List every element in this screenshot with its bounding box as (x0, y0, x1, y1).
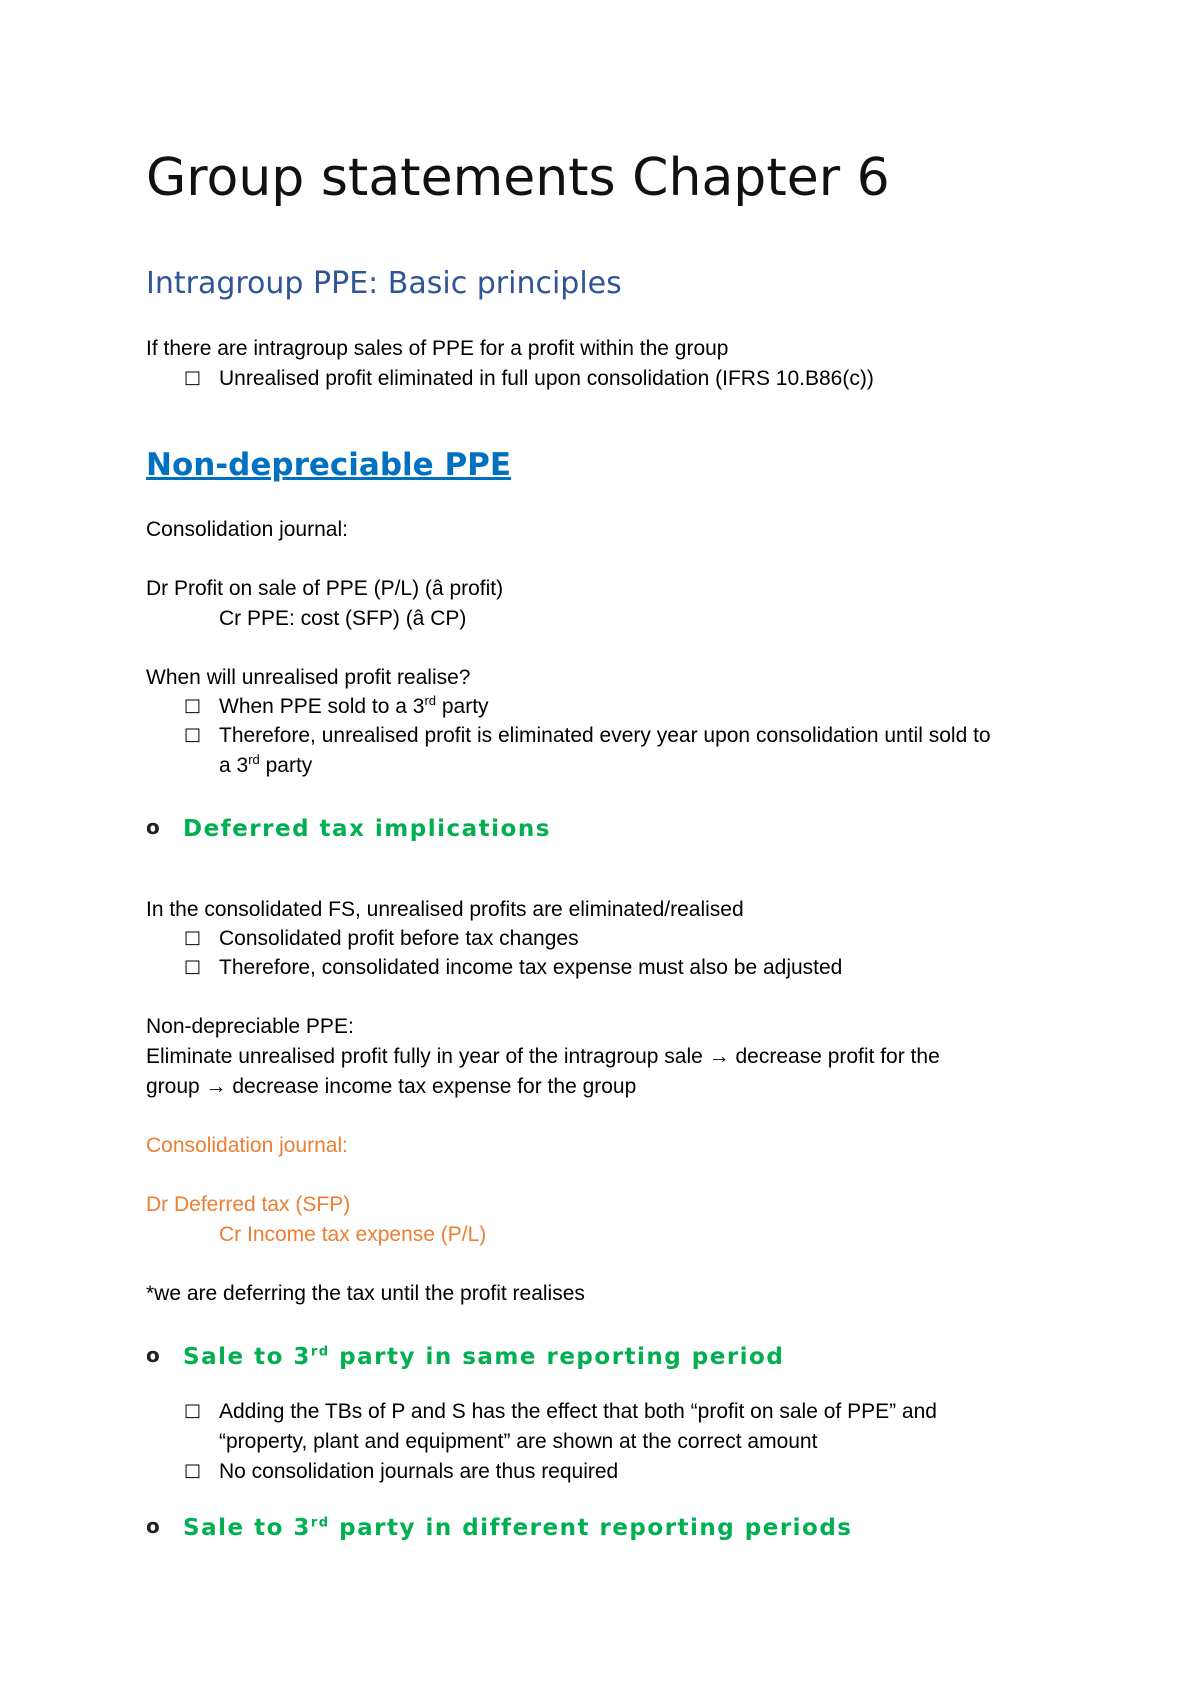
deftax-journal-label: Consolidation journal: (146, 1134, 348, 1157)
bullet-icon: □ (184, 695, 202, 716)
eliminate-line-2: group → decrease income tax expense for the group (146, 1075, 637, 1098)
deferring-note: *we are deferring the tax until the profit realises (146, 1282, 585, 1305)
journal-label: Consolidation journal: (146, 518, 348, 541)
eliminate-line-1: Eliminate unrealised profit fully in year of the intragroup sale → decrease profit for the (146, 1045, 940, 1068)
arrow-right-icon: → (708, 1045, 730, 1068)
nondep-label: Non-depreciable PPE: (146, 1015, 354, 1038)
bullet-icon: □ (184, 1400, 202, 1421)
page-title: Group statements Chapter 6 (146, 148, 890, 208)
page-subtitle: Intragroup PPE: Basic principles (146, 266, 622, 301)
same-bullet-1-cont: “property, plant and equipment” are shown at the correct amount (219, 1430, 818, 1453)
bullet-icon: □ (184, 724, 202, 745)
bullet-icon: □ (184, 367, 202, 388)
deftax-journal-credit: Cr Income tax expense (P/L) (219, 1223, 487, 1246)
arrow-right-icon: → (205, 1075, 227, 1098)
heading-same-period: Sale to 3rd party in same reporting period (183, 1344, 785, 1370)
same-bullet-1: Adding the TBs of P and S has the effect that both “profit on sale of PPE” and (219, 1400, 937, 1423)
journal-debit: Dr Profit on sale of PPE (P/L) (â profit) (146, 577, 504, 600)
same-bullet-2: No consolidation journals are thus required (219, 1460, 619, 1483)
circle-bullet-icon: o (146, 1343, 160, 1367)
realise-bullet-1: When PPE sold to a 3rd party (219, 693, 489, 718)
circle-bullet-icon: o (146, 815, 160, 839)
deftax-line: In the consolidated FS, unrealised profits are eliminated/realised (146, 898, 744, 921)
heading-different-periods: Sale to 3rd party in different reporting periods (183, 1515, 853, 1541)
deftax-bullet-1: Consolidated profit before tax changes (219, 927, 579, 950)
realise-bullet-2-cont: a 3rd party (219, 752, 313, 777)
deftax-journal-debit: Dr Deferred tax (SFP) (146, 1193, 351, 1216)
intro-bullet: Unrealised profit eliminated in full upon consolidation (IFRS 10.B86(c)) (219, 367, 874, 390)
bullet-icon: □ (184, 1460, 202, 1481)
realise-question: When will unrealised profit realise? (146, 666, 471, 689)
journal-credit: Cr PPE: cost (SFP) (â CP) (219, 607, 467, 630)
bullet-icon: □ (184, 956, 202, 977)
circle-bullet-icon: o (146, 1514, 160, 1538)
heading-non-depreciable: Non-depreciable PPE (146, 447, 512, 483)
deftax-bullet-2: Therefore, consolidated income tax expense must also be adjusted (219, 956, 843, 979)
intro-line: If there are intragroup sales of PPE for a profit within the group (146, 337, 729, 360)
heading-deferred-tax: Deferred tax implications (183, 816, 551, 842)
bullet-icon: □ (184, 927, 202, 948)
realise-bullet-2: Therefore, unrealised profit is eliminated every year upon consolidation until sold to (219, 724, 991, 747)
